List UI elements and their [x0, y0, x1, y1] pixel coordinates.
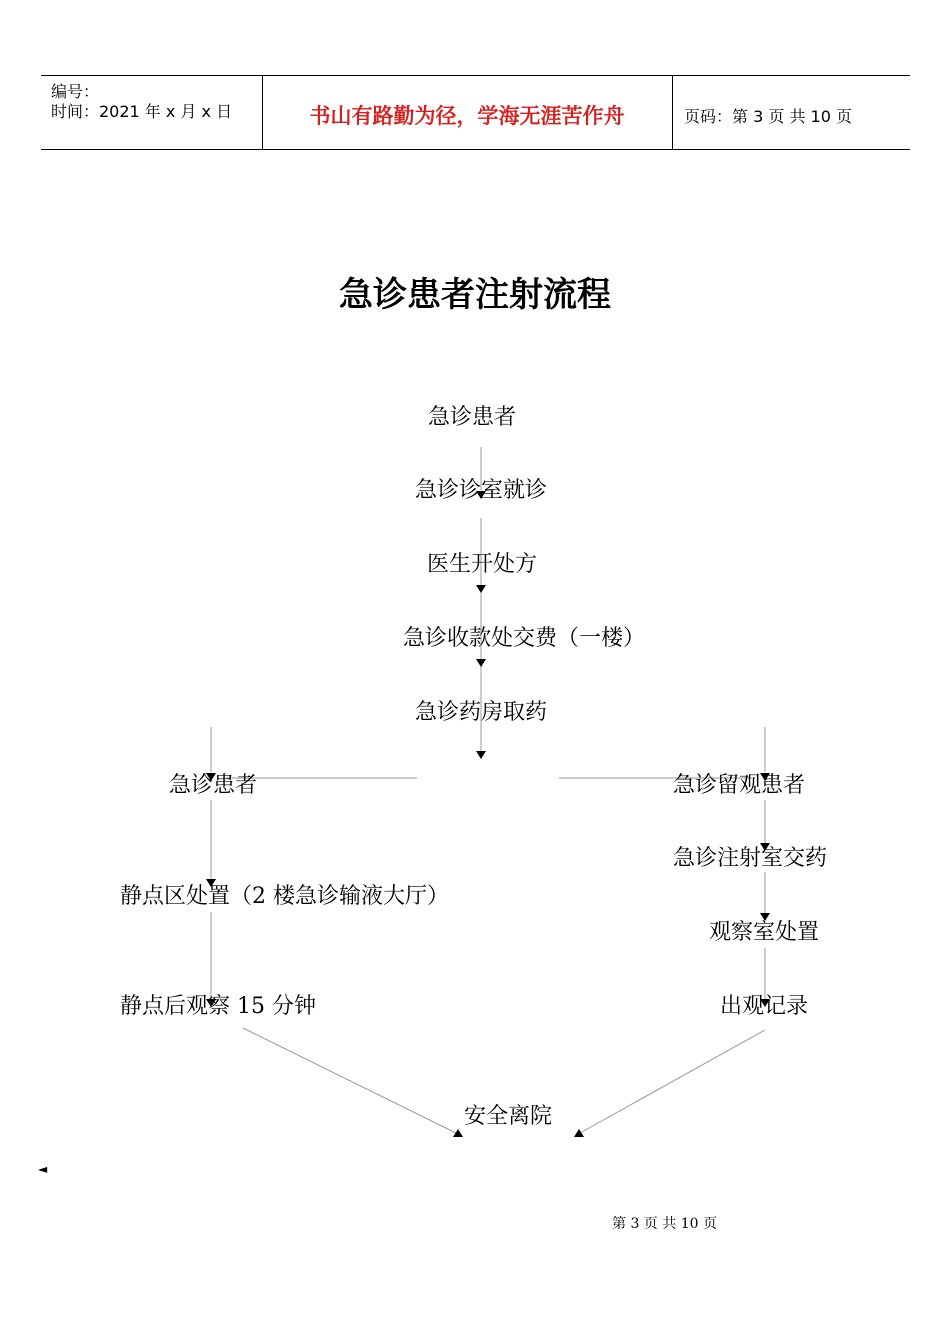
header-page-info: 页码：第 3 页 共 10 页 [684, 107, 852, 126]
header-date: 时间：2021 年 x 月 x 日 [51, 102, 233, 121]
page-title: 急诊患者注射流程 [339, 275, 611, 315]
node-right-patient: 急诊留观患者 [673, 773, 806, 798]
node-right-record: 出观记录 [720, 994, 809, 1019]
node-right-treatment: 观察室处置 [709, 920, 820, 945]
node-consultation: 急诊诊室就诊 [415, 478, 548, 503]
node-left-treatment: 静点区处置（2 楼急诊输液大厅） [120, 884, 449, 909]
node-left-patient: 急诊患者 [169, 773, 258, 798]
node-emergency-patient: 急诊患者 [428, 405, 517, 430]
node-payment: 急诊收款处交费（一楼） [403, 626, 646, 651]
arrowhead-pharmacy [476, 751, 486, 759]
header-motto: 书山有路勤为径，学海无涯苦作舟 [309, 104, 625, 128]
arrowhead-payment [476, 659, 486, 667]
node-prescription: 医生开处方 [427, 552, 538, 577]
node-pharmacy: 急诊药房取药 [415, 700, 548, 725]
connector-right-to-end [580, 1030, 765, 1133]
header-number-label: 编号： [51, 82, 100, 101]
arrowhead-end-right [574, 1129, 584, 1137]
stray-arrow-mark: ◄ [38, 1162, 48, 1176]
node-right-deliver: 急诊注射室交药 [673, 846, 828, 871]
arrowhead-prescription [476, 585, 486, 593]
arrowhead-end-left [453, 1129, 463, 1137]
connector-left-to-end [243, 1028, 456, 1133]
page-footer: 第 3 页 共 10 页 [612, 1216, 717, 1232]
node-safe-discharge: 安全离院 [464, 1104, 553, 1129]
node-left-observe: 静点后观察 15 分钟 [120, 994, 316, 1019]
